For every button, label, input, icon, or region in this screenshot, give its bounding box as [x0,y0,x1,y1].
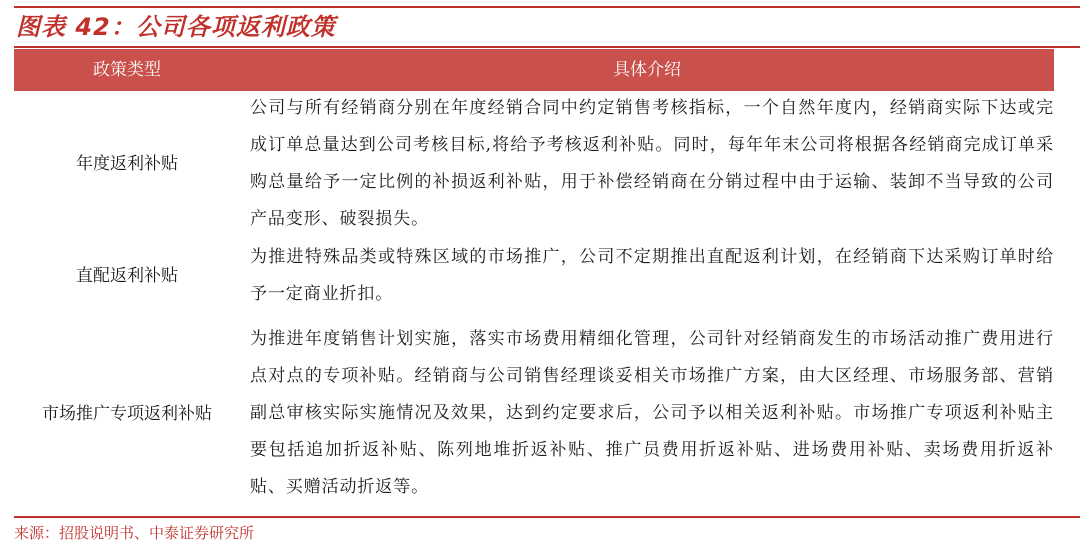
bottom-divider [14,516,1080,518]
table-header [14,49,1054,91]
table-row [14,321,1054,507]
policy-description-cell: 公司与所有经销商分别在年度经销合同中约定销售考核指标，一个自然年度内，经销商实际下达或完成订单总量达到公司考核目标,将给予考核返利补贴。同时，每年年末公司将根据各经销商完成订单采购总量给予一定比例的补损返利补贴，用于补偿经销商在分销过程中由于运输、装卸不当导致的公司产品变形、破裂损失。 [250,98,1054,229]
table-row [14,90,1054,238]
policy-type-cell: 市场推广专项返利补贴 [42,403,212,424]
policy-type-cell: 年度返利补贴 [76,153,178,174]
title-divider [14,46,1080,48]
policy-type-cell: 直配返利补贴 [76,266,178,286]
table-row [14,239,1054,314]
source-note: 来源：招股说明书、中泰证券研究所 [14,524,255,542]
header-policy-type: 政策类型 [93,60,161,80]
policy-description-cell: 为推进特殊品类或特殊区域的市场推广，公司不定期推出直配返利计划，在经销商下达采购订单时给予一定商业折扣。 [250,247,1054,304]
header-description: 具体介绍 [613,60,681,80]
figure-title: 图表 42：公司各项返利政策 [16,13,336,41]
top-divider [14,6,1080,8]
policy-description-cell: 为推进年度销售计划实施，落实市场费用精细化管理，公司针对经销商发生的市场活动推广费用进行点对点的专项补贴。经销商与公司销售经理谈妥相关市场推广方案，由大区经理、市场服务部、营销副总审核实际实施情况及效果，达到约定要求后，公司予以相关返利补贴。市场推广专项返利补贴主要包括追加折返补贴、陈列地堆折返补贴、推广员费用折返补贴、进场费用补贴、卖场费用折返补贴、买赠活动折返等。 [250,329,1054,497]
